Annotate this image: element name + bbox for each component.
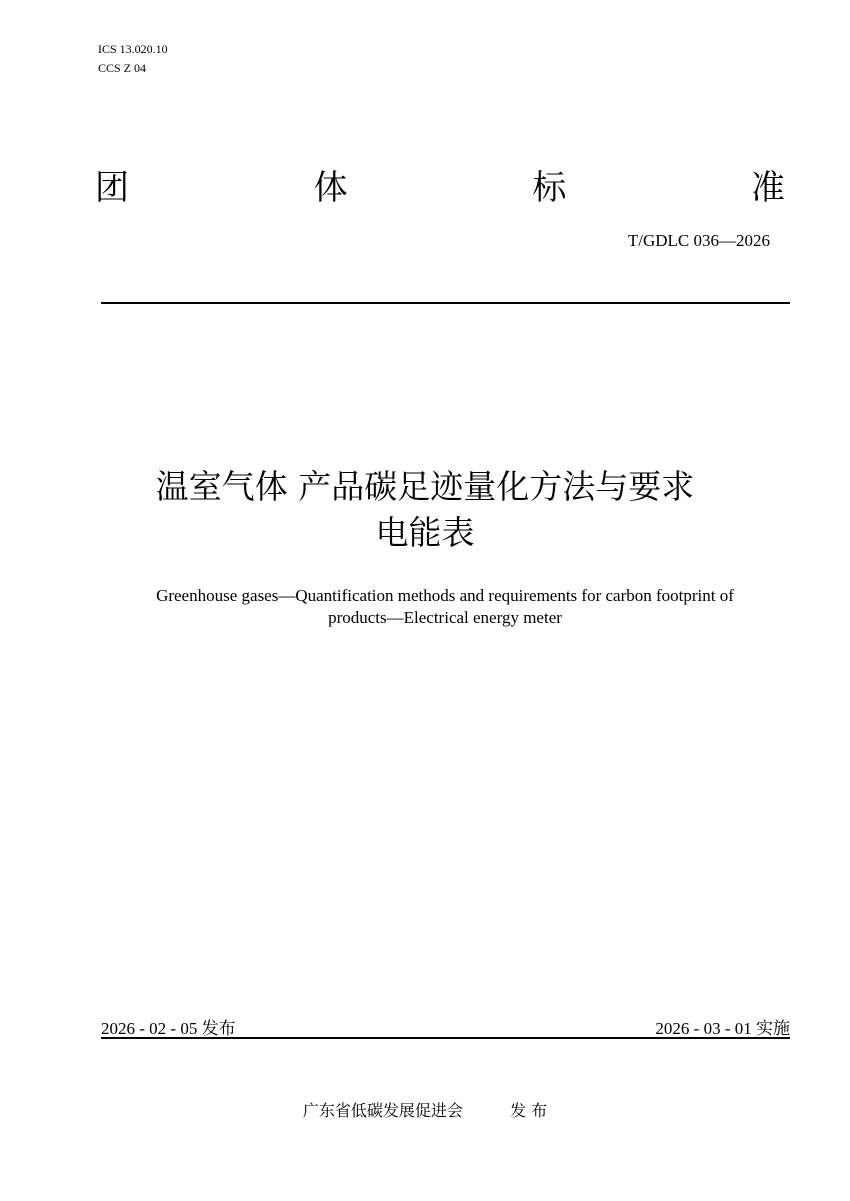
standard-type-char: 团 xyxy=(95,167,129,208)
publish-date: 2026 - 02 - 05 发布 xyxy=(101,1019,236,1038)
ics-code: ICS 13.020.10 xyxy=(98,42,168,56)
standard-type-heading xyxy=(95,160,785,208)
implementation-date: 2026 - 03 - 01 实施 xyxy=(655,1019,790,1038)
publisher-action: 发 布 xyxy=(510,1101,548,1120)
english-title-line-2: products—Electrical energy meter xyxy=(328,608,562,627)
chinese-title-line-1: 温室气体 产品碳足迹量化方法与要求 xyxy=(155,467,695,506)
publisher-organization: 广东省低碳发展促进会 xyxy=(302,1101,463,1120)
standard-type-char: 准 xyxy=(750,167,785,208)
publisher-line xyxy=(0,1098,850,1121)
classification-codes xyxy=(98,40,168,78)
standard-type-char: 体 xyxy=(313,167,348,208)
english-title-line-1: Greenhouse gases—Quantification methods and requirements for carbon footprint of xyxy=(156,586,734,605)
english-title xyxy=(90,585,800,629)
standard-type-char: 标 xyxy=(532,167,567,208)
header-divider xyxy=(101,302,790,304)
standard-number: T/GDLC 036—2026 xyxy=(627,231,770,250)
chinese-title-line-2: 电能表 xyxy=(375,513,475,552)
ccs-code: CCS Z 04 xyxy=(98,61,147,75)
chinese-title xyxy=(60,464,790,556)
footer-divider xyxy=(101,1037,790,1039)
